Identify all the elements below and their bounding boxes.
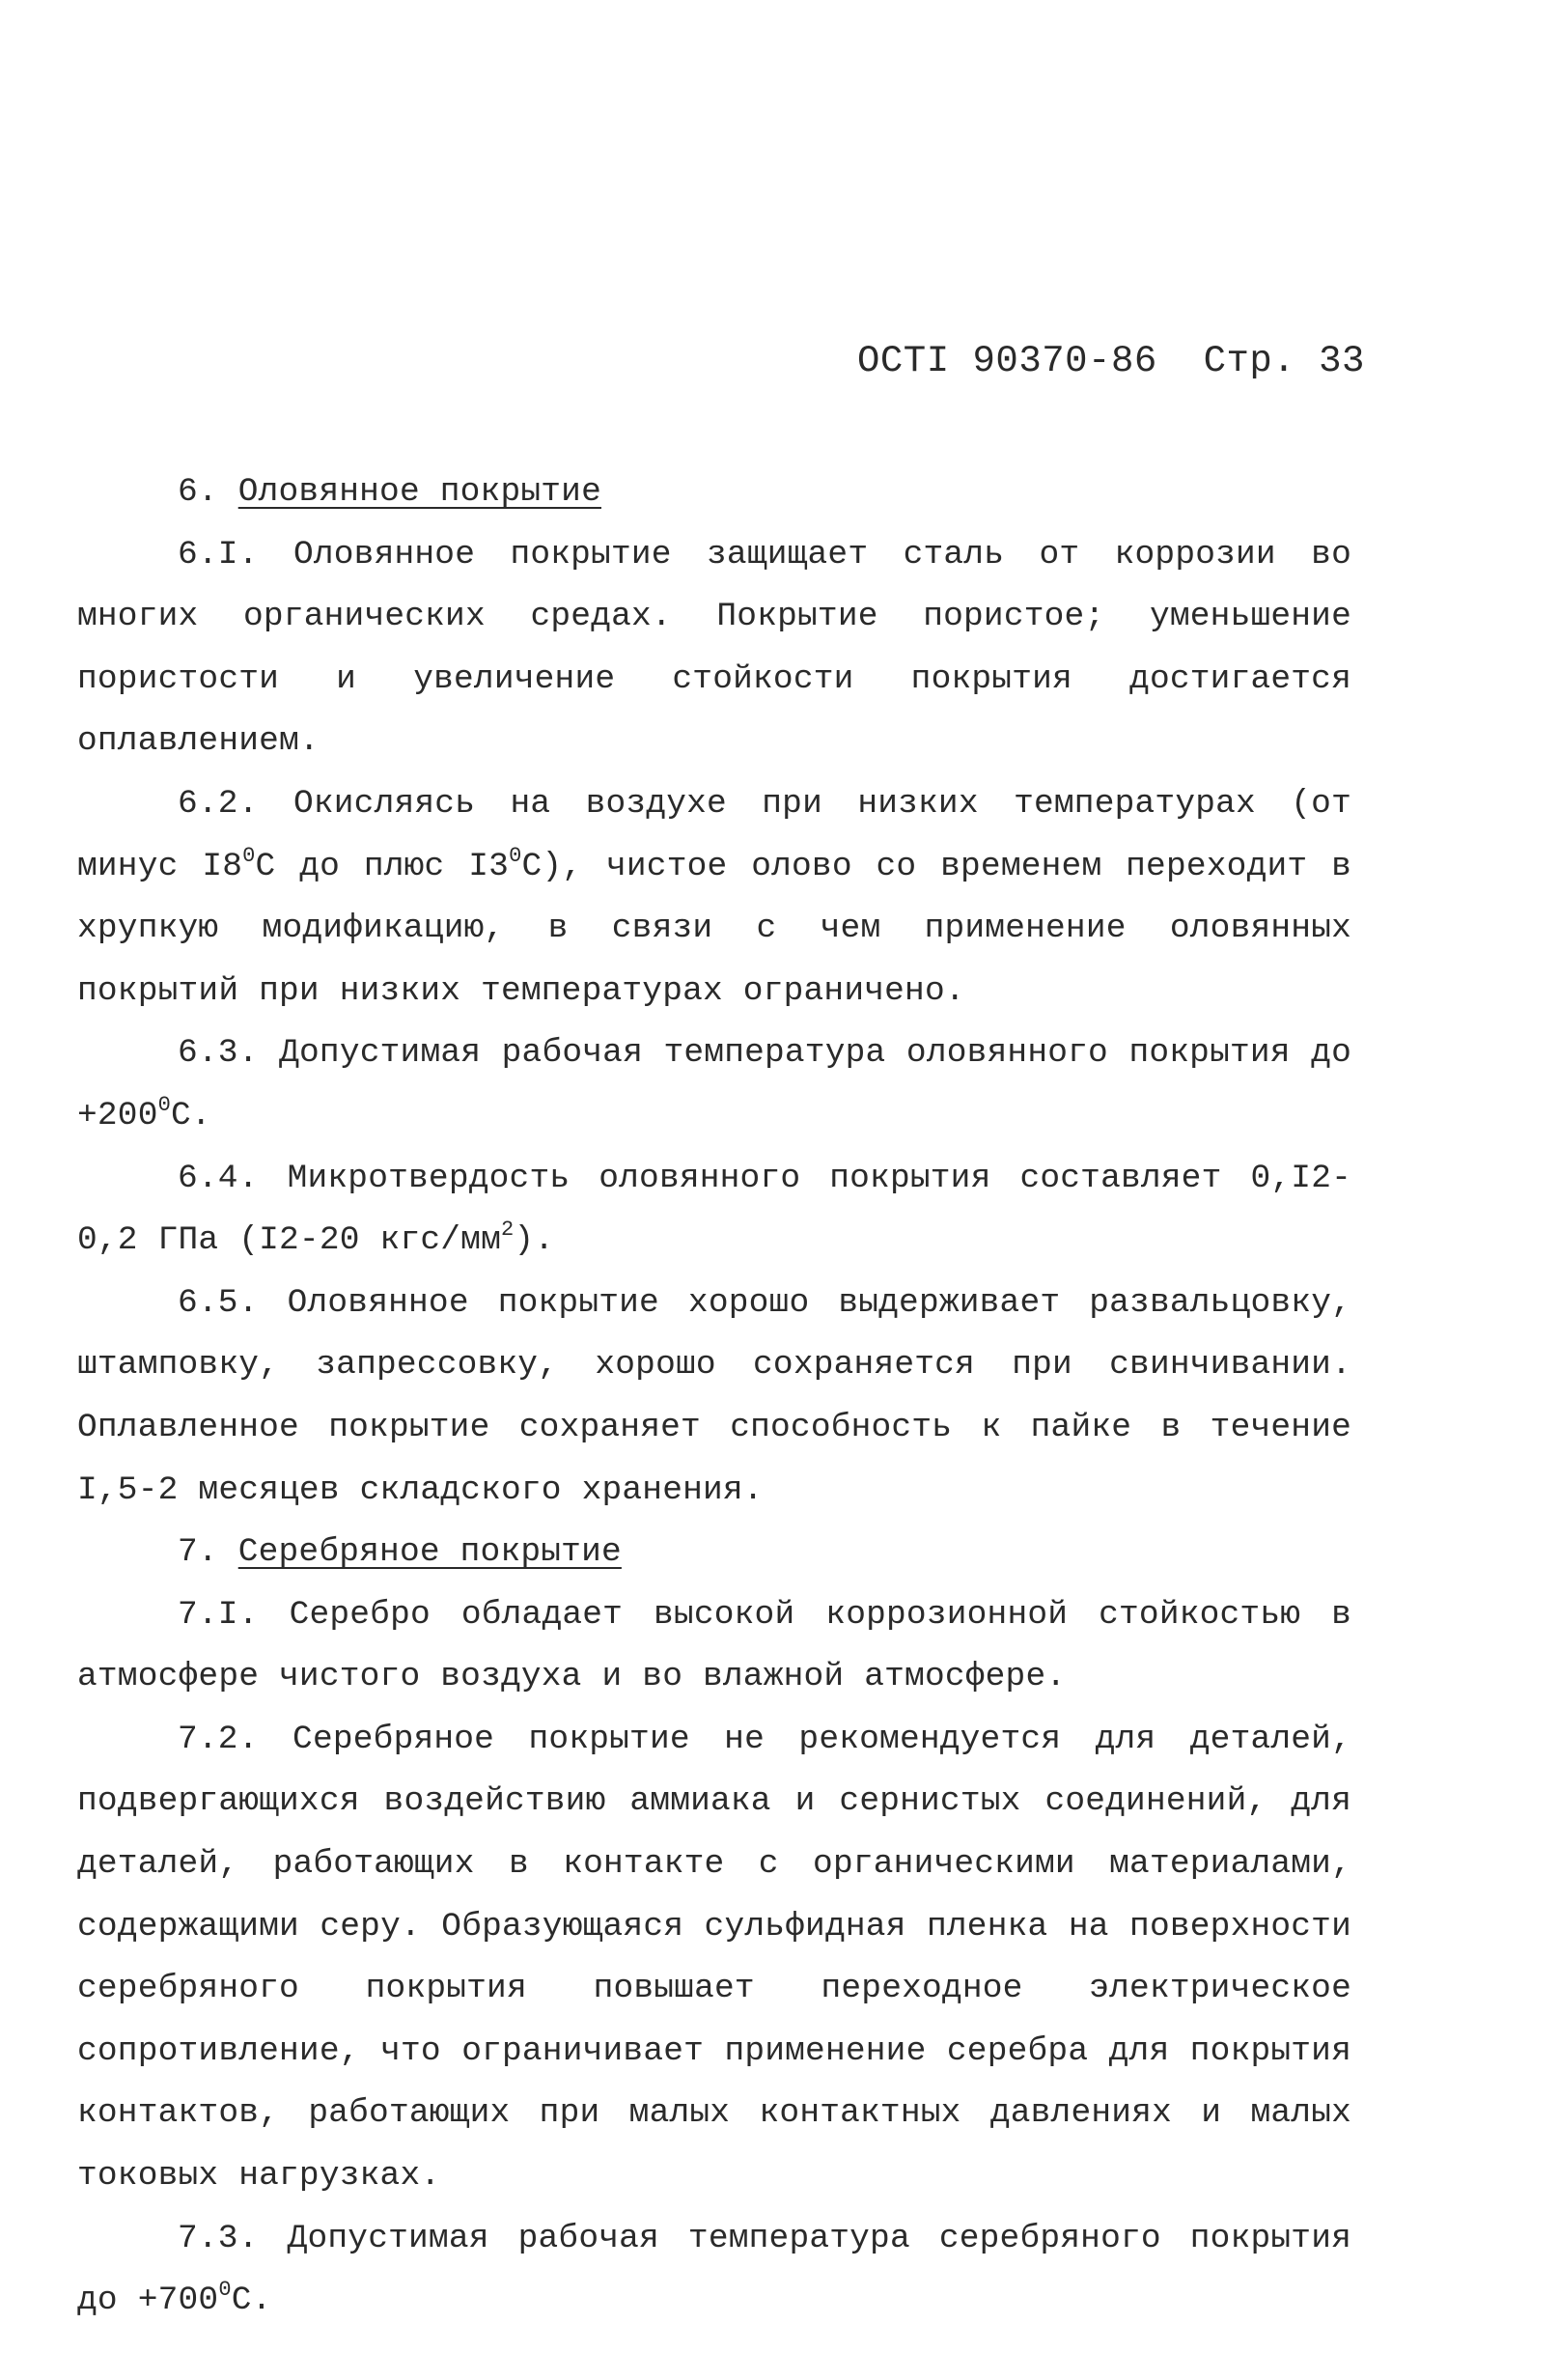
paragraph-6-4-text-b: ). (514, 1221, 555, 1260)
paragraph-6-3-text-b: С. (171, 1096, 211, 1134)
paragraph-6-1: 6.I. Оловянное покрытие защищает сталь от коррозии во многих органических средах. Покрытие пористое; уменьшение пористости и увеличение стойкости покрытия достигается оплавлением. (77, 535, 1351, 761)
degree-superscript: 0 (242, 843, 256, 868)
section-6-title: Оловянное покрытие (237, 473, 601, 511)
paragraph-6-3 (77, 1022, 1351, 1147)
paragraph-6-2-text-c: С), чистое олово со временем переходит в хрупкую модификацию, в связи с чем применение оловянных покрытий при низких температурах ограничено. (77, 847, 1351, 1010)
degree-superscript: 0 (509, 843, 522, 868)
paragraph-6-4-text-a: 6.4. Микротвердость оловянного покрытия составляет 0,I2-0,2 ГПа (I2-20 кгс/мм (77, 1159, 1351, 1260)
document-number: ОСТI 90370-86 (857, 340, 1157, 382)
paragraph-7-3 (77, 2208, 1351, 2333)
page-header (857, 340, 1365, 382)
degree-superscript: 0 (157, 1092, 172, 1117)
paragraph-7-3-text-a: 7.3. Допустимая рабочая температура серебряного покрытия до +700 (77, 2219, 1351, 2320)
paragraph-6-2 (77, 773, 1351, 1022)
paragraph-6-2-text-b: С до плюс I3 (255, 847, 510, 885)
paragraph-6-2-text-a: 6.2. Окисляясь на воздухе при низких температурах (от минус I8 (77, 784, 1351, 885)
page-number: Стр. 33 (1203, 340, 1365, 382)
paragraph-7-3-text-b: С. (231, 2282, 272, 2320)
section-6-heading (77, 462, 1351, 524)
paragraph-7-1: 7.I. Серебро обладает высокой коррозионной стойкостью в атмосфере чистого воздуха и во влажной атмосфере. (77, 1595, 1351, 1696)
section-7-title: Серебряное покрытие (237, 1533, 622, 1572)
paragraph-6-4 (77, 1148, 1351, 1273)
document-body (77, 462, 1351, 2333)
paragraph-6-3-text-a: 6.3. Допустимая рабочая температура оловянного покрытия до +200 (77, 1034, 1351, 1134)
section-6-number: 6. (178, 473, 218, 511)
section-7-number: 7. (178, 1533, 218, 1572)
squared-superscript: 2 (500, 1218, 515, 1243)
degree-superscript: 0 (218, 2278, 232, 2303)
paragraph-7-2: 7.2. Серебряное покрытие не рекомендуется для деталей, подвергающихся воздействию аммиака и сернистых соединений, для деталей, работающих в контакте с органическими материалами, содержащими серу. Образующаяся сульфидная пленка на поверхности серебряного покрытия повышает переходное электрическое сопротивление, что ограничивает применение серебра для покрытия контактов, работающих при малых контактных давлениях и малых токовых нагрузках. (77, 1720, 1351, 2196)
section-7-heading (77, 1522, 1351, 1584)
paragraph-6-5: 6.5. Оловянное покрытие хорошо выдерживает развальцовку, штамповку, запрессовку, хорошо сохраняется при свинчивании. Оплавленное покрытие сохраняет способность к пайке в течение I,5-2 месяцев складского хранения. (77, 1283, 1351, 1509)
